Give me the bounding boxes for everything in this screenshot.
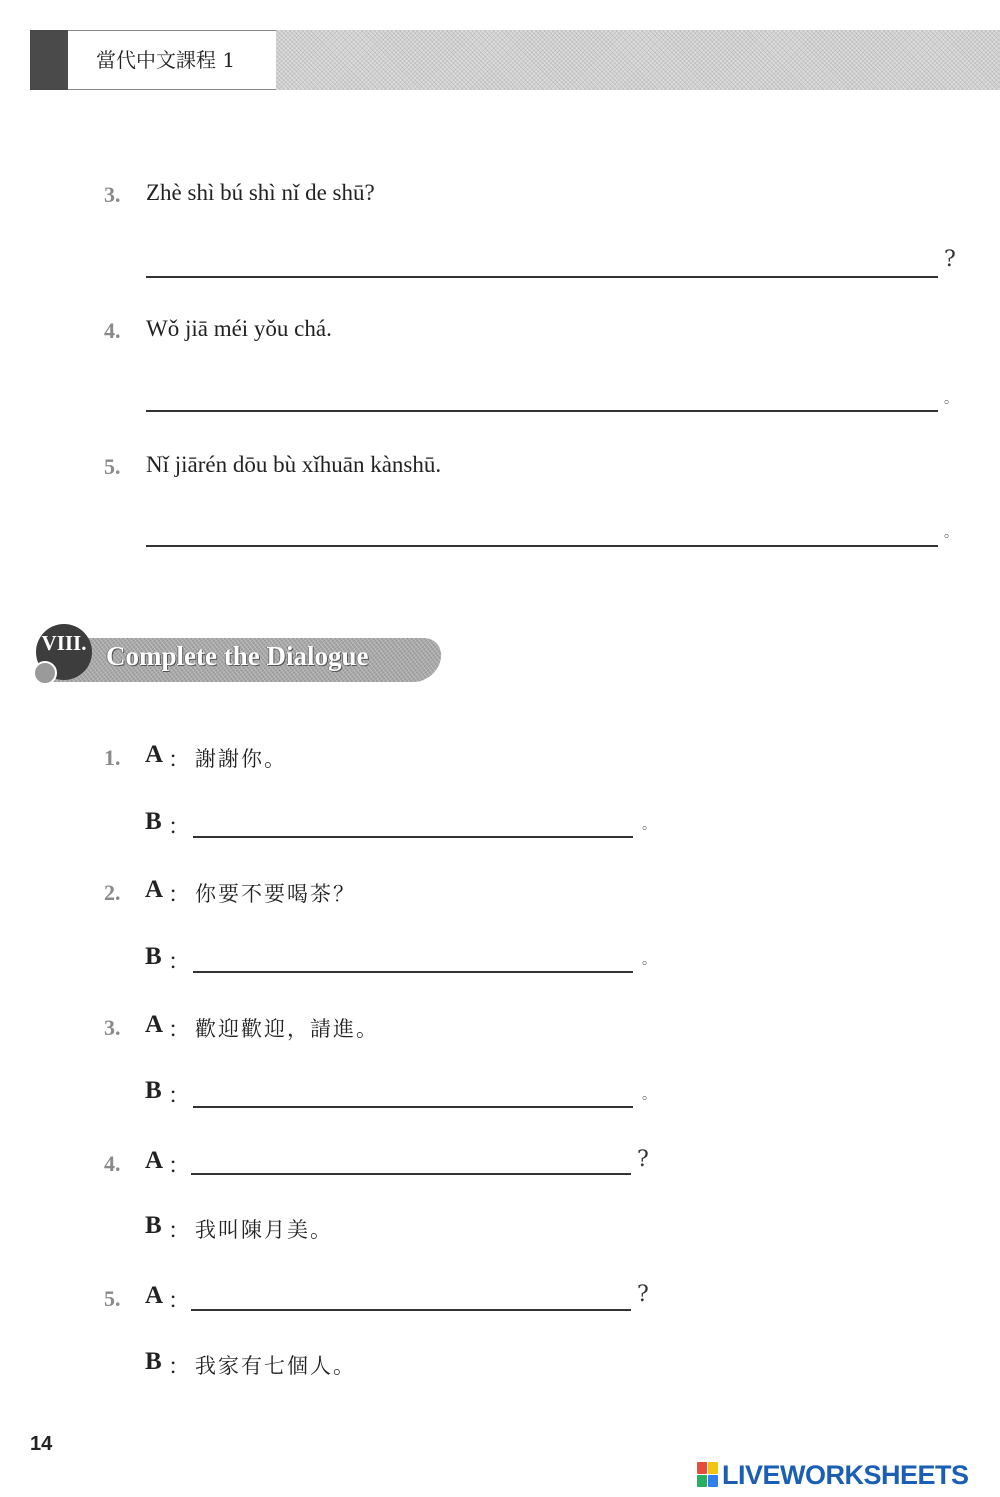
speaker-colon: ： [168, 1355, 191, 1380]
dialogue-a-line: 你要不要喝茶？ [195, 882, 356, 906]
end-punctuation: 。 [642, 817, 656, 833]
dialogue-b-line: 我家有七個人。 [195, 1354, 356, 1378]
exercise-prompt: Nǐ jiārén dōu bù xǐhuān kànshū. [146, 452, 442, 477]
answer-line-a[interactable] [191, 1173, 631, 1175]
dialogue-number: 3. [104, 1015, 121, 1040]
exercise-prompt: Wǒ jiā méi yǒu chá. [146, 316, 332, 341]
speaker-colon: ： [168, 815, 191, 840]
dialogue-a-line: 歡迎歡迎，請進。 [195, 1017, 379, 1041]
dialogue-number: 2. [104, 880, 121, 905]
speaker-colon: ： [168, 1018, 191, 1043]
speaker-colon: ： [168, 950, 191, 975]
exercise-number: 5. [104, 454, 121, 479]
answer-line-b[interactable] [193, 1106, 633, 1108]
speaker-b-label: B [145, 808, 162, 835]
speaker-colon: ： [168, 1289, 191, 1314]
end-punctuation: ? [944, 247, 956, 272]
speaker-a-label: A [145, 1011, 164, 1038]
exercise-number: 3. [104, 182, 121, 207]
speaker-colon: ： [168, 1154, 191, 1179]
dialogue-a-line: 謝謝你。 [195, 747, 287, 771]
header-dark-block [30, 30, 68, 90]
exercise-number: 4. [104, 318, 121, 343]
book-title: 當代中文課程 1 [68, 30, 276, 90]
exercise-prompt: Zhè shì bú shì nǐ de shū? [146, 180, 375, 205]
page-number: 14 [30, 1433, 53, 1455]
speaker-colon: ： [168, 883, 191, 908]
answer-line[interactable] [146, 410, 938, 412]
dialogue-number: 5. [104, 1286, 121, 1311]
answer-line[interactable] [146, 276, 938, 278]
speaker-b-label: B [145, 943, 162, 970]
end-punctuation: 。 [944, 525, 958, 541]
end-punctuation: 。 [944, 391, 958, 407]
speaker-colon: ： [168, 1219, 191, 1244]
answer-line-a[interactable] [191, 1309, 631, 1311]
end-punctuation: ? [637, 1147, 649, 1172]
answer-line-b[interactable] [193, 836, 633, 838]
speaker-a-label: A [145, 741, 164, 768]
speaker-a-label: A [145, 1147, 164, 1174]
answer-line[interactable] [146, 545, 938, 547]
speaker-a-label: A [145, 876, 164, 903]
dialogue-number: 1. [104, 745, 121, 770]
end-punctuation: 。 [642, 1087, 656, 1103]
speaker-b-label: B [145, 1077, 162, 1104]
brand-logo[interactable] [697, 1460, 969, 1490]
brand-name: LIVEWORKSHEETS [722, 1459, 969, 1490]
speaker-colon: ： [168, 1084, 191, 1109]
section-title: Complete the Dialogue [106, 641, 369, 671]
section-dot-decoration [33, 661, 57, 685]
speaker-a-label: A [145, 1282, 164, 1309]
end-punctuation: ? [637, 1282, 649, 1307]
speaker-colon: ： [168, 748, 191, 773]
liveworksheets-icon [697, 1462, 719, 1488]
speaker-b-label: B [145, 1212, 162, 1239]
header-pattern-band [276, 30, 1000, 90]
answer-line-b[interactable] [193, 971, 633, 973]
dialogue-number: 4. [104, 1151, 121, 1176]
speaker-b-label: B [145, 1348, 162, 1375]
dialogue-b-line: 我叫陳月美。 [195, 1218, 333, 1242]
end-punctuation: 。 [642, 952, 656, 968]
section-number: VIII. [41, 631, 87, 655]
